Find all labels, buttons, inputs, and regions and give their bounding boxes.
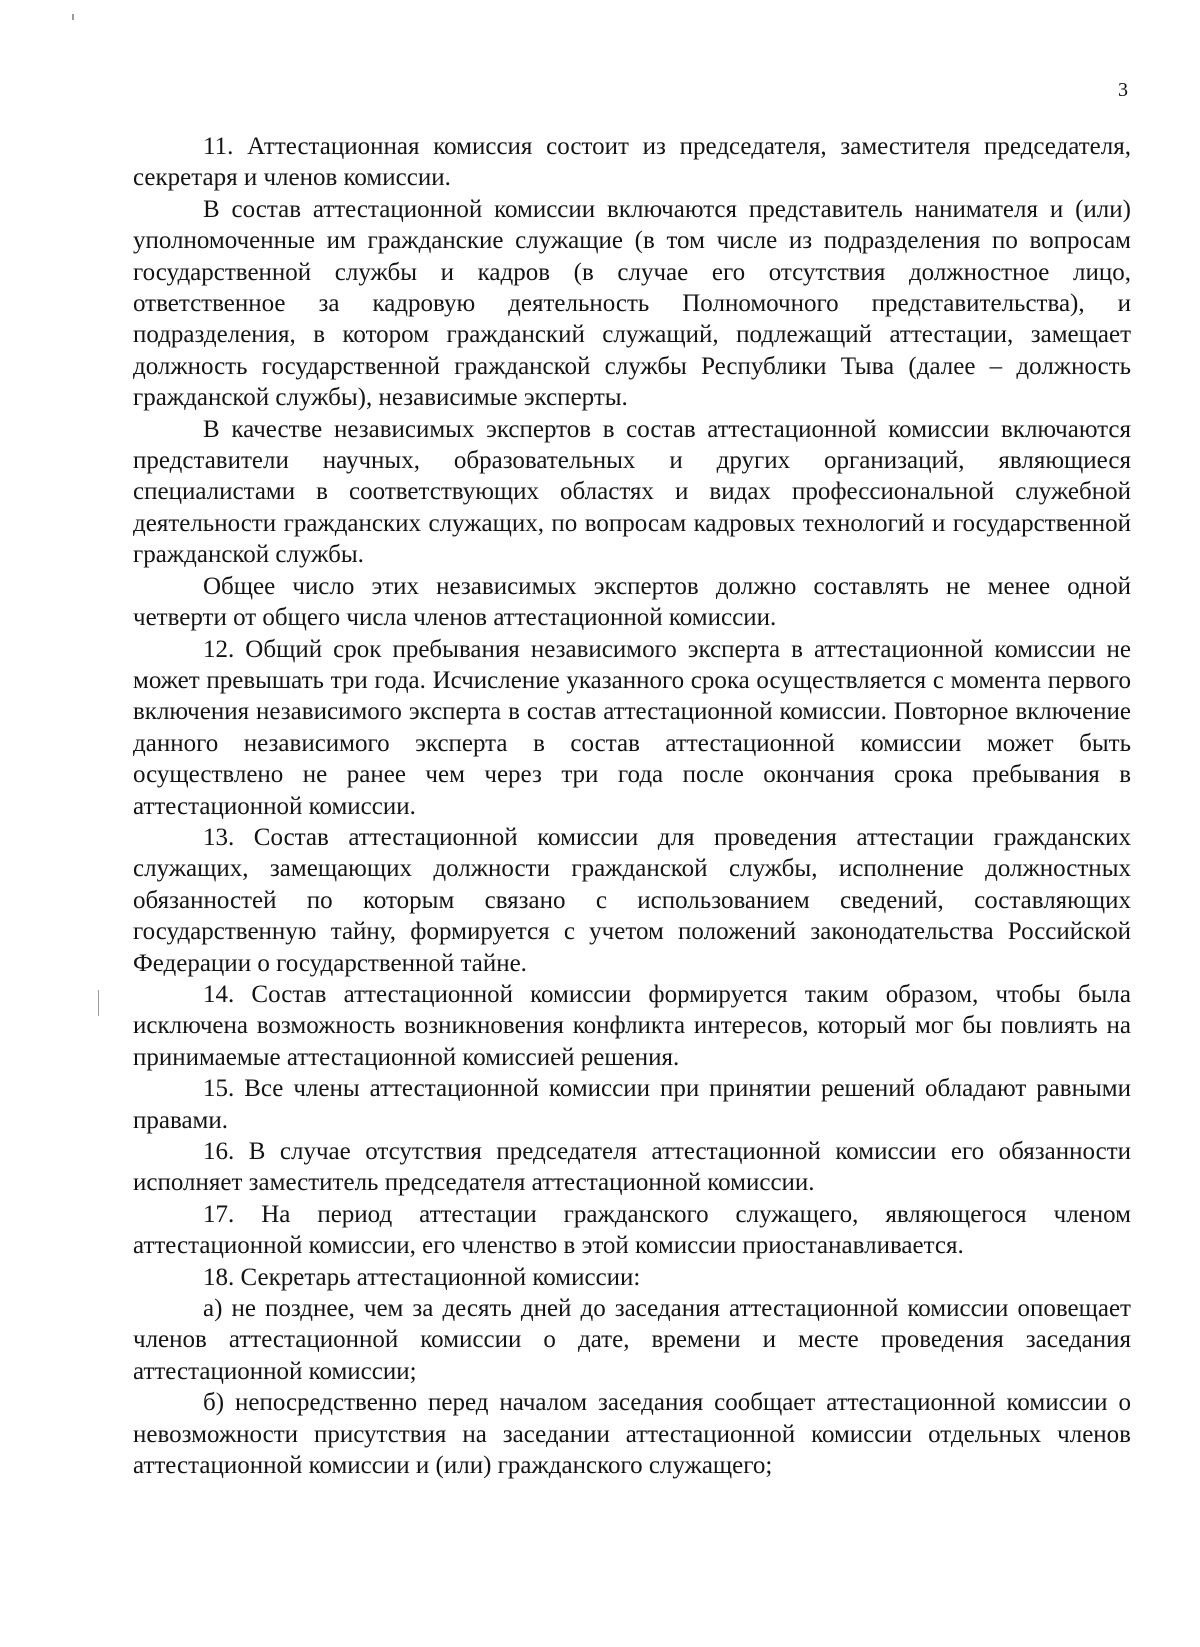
document-body	[133, 131, 1131, 1481]
paragraph-experts-count: Общее число этих независимых экспертов должно составлять не менее одной четверти от общего числа членов аттестационной комиссии.	[133, 572, 1131, 632]
page-number: 3	[1118, 79, 1128, 101]
paragraph-16: 16. В случае отсутствия председателя аттестационной комиссии его обязанности исполняет заместитель председателя аттестационной комиссии.	[133, 1138, 1131, 1197]
scan-mark-left-margin	[98, 990, 99, 1016]
paragraph-18-a: а) не позднее, чем за десять дней до заседания аттестационной комиссии оповещает членов аттестационной комиссии о дате, времени и месте проведения заседания аттестационной комиссии;	[133, 1295, 1131, 1385]
paragraph-14: 14. Состав аттестационной комиссии формируется таким образом, чтобы была исключена возможность возникновения конфликта интересов, который мог бы повлиять на принимаемые аттестационной комиссией решения.	[133, 980, 1131, 1071]
paragraph-11: 11. Аттестационная комиссия состоит из председателя, заместителя председателя, секретаря и членов комиссии.	[133, 133, 1131, 192]
paragraph-13: 13. Состав аттестационной комиссии для проведения аттестации гражданских служащих, замещающих должности гражданской службы, исполнение должностных обязанностей по которым связано с использованием сведений, составляющих государственную тайну, формируется с учетом положений законодательства Российской Федерации о государственной тайне.	[133, 823, 1131, 977]
paragraph-18: 18. Секретарь аттестационной комиссии:	[203, 1263, 641, 1291]
paragraph-commission-composition: В состав аттестационной комиссии включаются представитель нанимателя и (или) уполномоченные им гражданские служащие (в том числе из подразделения по вопросам государственной службы и кадров (в случае его отсутствия должностное лицо, ответственное за кадровую деятельность Полномочного представительства), и подразделения, в котором гражданский служащий, подлежащий аттестации, замещает должность государственной гражданской службы Республики Тыва (далее – должность гражданской службы), независимые эксперты.	[133, 195, 1131, 412]
paragraph-independent-experts: В качестве независимых экспертов в состав аттестационной комиссии включаются представители научных, образовательных и других организаций, являющиеся специалистами в соответствующих областях и видах профессиональной служебной деятельности гражданских служащих, по вопросам кадровых технологий и государственной гражданской службы.	[133, 415, 1131, 569]
scan-mark-top-left	[72, 14, 74, 20]
paragraph-18-b: б) непосредственно перед началом заседания сообщает аттестационной комиссии о невозможности присутствия на заседании аттестационной комиссии отдельных членов аттестационной комиссии и (или) гражданского служащего;	[133, 1389, 1131, 1480]
paragraph-15: 15. Все члены аттестационной комиссии при принятии решений обладают равными правами.	[133, 1075, 1131, 1134]
paragraph-12: 12. Общий срок пребывания независимого эксперта в аттестационной комиссии не может превышать три года. Исчисление указанного срока осуществляется с момента первого включения независимого эксперта в состав аттестационной комиссии. Повторное включение данного независимого эксперта в состав аттестационной комиссии может быть осуществлено не ранее чем через три года после окончания срока пребывания в аттестационной комиссии.	[133, 635, 1131, 820]
paragraph-17: 17. На период аттестации гражданского служащего, являющегося членом аттестационной комиссии, его членство в этой комиссии приостанавливается.	[133, 1200, 1131, 1260]
